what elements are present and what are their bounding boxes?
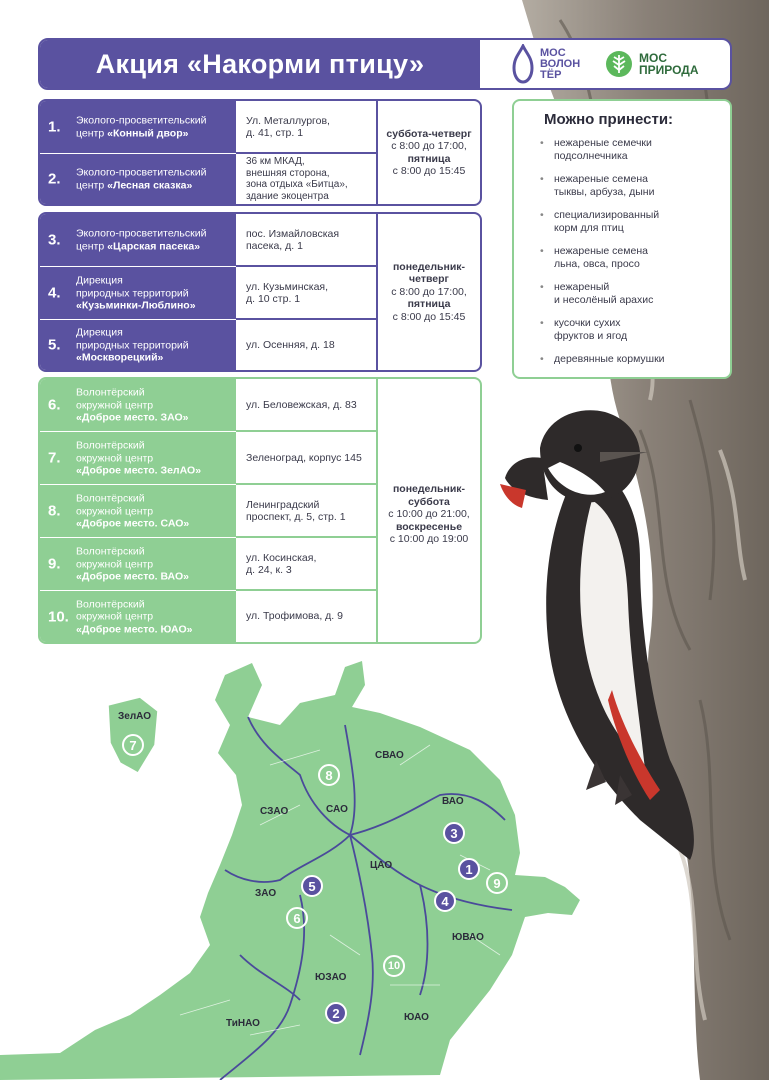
address-line: здание экоцентра bbox=[246, 190, 329, 202]
logo2-line-1: МОС bbox=[639, 51, 667, 65]
organization bbox=[76, 326, 234, 364]
org-line: Волонтёрский bbox=[76, 597, 145, 610]
address bbox=[236, 320, 376, 370]
row-number: 10. bbox=[48, 608, 69, 625]
list-item: • специализированный корм для птиц bbox=[532, 209, 722, 234]
address bbox=[236, 267, 376, 319]
address bbox=[236, 485, 376, 537]
schedule-hours: с 8:00 до 17:00, bbox=[391, 285, 467, 298]
leaf-icon bbox=[605, 50, 633, 78]
schedule-days: суббота-четверг bbox=[386, 127, 472, 140]
org-line: центр bbox=[76, 240, 105, 252]
list-item: • нежареные семечки подсолнечника bbox=[532, 137, 722, 162]
address bbox=[236, 214, 376, 266]
address-line: пос. Измайловская bbox=[246, 227, 340, 240]
row-number: 6. bbox=[48, 396, 61, 414]
address-line: ул. Кузьминская, bbox=[246, 280, 329, 293]
schedule-days: пятница bbox=[407, 152, 451, 165]
logo1-line-1: МОС bbox=[540, 46, 566, 59]
address-line: д. 24, к. 3 bbox=[246, 564, 292, 576]
address-line: д. 41, стр. 1 bbox=[246, 127, 304, 139]
district-label: ЗАО bbox=[255, 888, 277, 899]
address-line: пасека, д. 1 bbox=[246, 240, 303, 252]
table-row bbox=[40, 101, 376, 153]
map-marker: 7 bbox=[122, 734, 144, 756]
schedule-hours: с 10:00 до 21:00, bbox=[388, 508, 470, 520]
address-line: Ленинградский bbox=[246, 498, 320, 511]
list-item: • нежареные семена льна, овса, просо bbox=[532, 245, 722, 270]
list-item: • нежареные семена тыквы, арбуза, дыни bbox=[532, 173, 722, 198]
org-line: окружной центр bbox=[76, 398, 154, 411]
org-name: «Доброе место. САО» bbox=[76, 517, 190, 530]
logo1-line-3: ТЁР bbox=[540, 68, 562, 81]
org-line: Волонтёрский bbox=[76, 545, 145, 558]
map-marker: 10 bbox=[383, 955, 405, 977]
organization bbox=[76, 115, 234, 140]
address bbox=[236, 432, 376, 484]
row-number: 2. bbox=[48, 170, 61, 188]
district-label: САО bbox=[326, 804, 348, 815]
header-banner bbox=[38, 38, 732, 90]
mospriroda-logo bbox=[605, 42, 699, 86]
org-name: «Доброе место. ЗАО» bbox=[76, 411, 189, 424]
org-line: окружной центр bbox=[76, 451, 154, 464]
schedule bbox=[376, 379, 480, 642]
organization bbox=[76, 492, 234, 530]
org-line: Эколого-просветительский bbox=[76, 166, 207, 179]
org-line: центр bbox=[76, 127, 105, 139]
org-name: «Царская пасека» bbox=[107, 240, 201, 252]
address bbox=[236, 538, 376, 590]
org-line: Дирекция bbox=[76, 274, 123, 287]
org-line: природных территорий bbox=[76, 338, 189, 351]
schedule-days: пятница bbox=[407, 298, 451, 311]
row-number: 7. bbox=[48, 449, 61, 467]
address bbox=[236, 101, 376, 153]
locations-group-2 bbox=[38, 212, 482, 372]
schedule bbox=[376, 101, 480, 204]
map-marker: 5 bbox=[301, 875, 323, 897]
locations-group-3 bbox=[38, 377, 482, 644]
row-number: 9. bbox=[48, 555, 61, 573]
org-line: природных территорий bbox=[76, 286, 189, 299]
organization bbox=[76, 598, 234, 636]
map-marker: 3 bbox=[443, 822, 465, 844]
schedule-days: воскресенье bbox=[395, 520, 463, 533]
list-item: • нежареный и несолёный арахис bbox=[532, 281, 722, 306]
org-line: окружной центр bbox=[76, 504, 154, 517]
list-item: • деревянные кормушки bbox=[532, 353, 722, 366]
schedule-days: суббота bbox=[408, 495, 450, 508]
organization bbox=[76, 545, 234, 583]
map-marker: 8 bbox=[318, 764, 340, 786]
address-line: проспект, д. 5, стр. 1 bbox=[246, 511, 346, 523]
org-name: «Кузьминки-Люблино» bbox=[76, 299, 196, 312]
schedule-days: понедельник- bbox=[392, 260, 466, 273]
table-row bbox=[40, 538, 376, 590]
address bbox=[236, 379, 376, 431]
org-name: «Лесная сказка» bbox=[107, 179, 193, 191]
locations-group-1 bbox=[38, 99, 482, 206]
schedule-days: четверг bbox=[409, 273, 449, 286]
org-name: «Доброе место. ЮАО» bbox=[76, 622, 193, 635]
org-line: Эколого-просветительский bbox=[76, 227, 207, 240]
map-marker: 1 bbox=[458, 858, 480, 880]
org-name: «Конный двор» bbox=[107, 127, 189, 139]
address-line: Зеленоград, корпус 145 bbox=[246, 451, 362, 464]
org-line: окружной центр bbox=[76, 557, 154, 570]
district-label: СВАО bbox=[375, 750, 404, 761]
organization bbox=[76, 167, 234, 192]
district-label: ТиНАО bbox=[226, 1018, 260, 1029]
logo1-line-2: ВОЛОН bbox=[540, 57, 581, 70]
org-name: «Доброе место. ВАО» bbox=[76, 570, 190, 583]
district-label: ЗелАО bbox=[118, 711, 152, 722]
schedule-hours: с 8:00 до 15:45 bbox=[392, 310, 466, 323]
org-line: Волонтёрский bbox=[76, 386, 145, 399]
table-row bbox=[40, 320, 376, 370]
district-label: ЮАО bbox=[404, 1012, 429, 1023]
address-line: Ул. Металлургов, bbox=[246, 114, 330, 127]
schedule-hours: с 8:00 до 15:45 bbox=[392, 165, 466, 177]
table-row bbox=[40, 214, 376, 266]
logo2-line-2: ПРИРОДА bbox=[639, 63, 699, 77]
row-number: 5. bbox=[48, 336, 61, 354]
table-row bbox=[40, 379, 376, 431]
mosvolonter-logo bbox=[510, 42, 580, 86]
table-row bbox=[40, 267, 376, 319]
org-name: «Доброе место. ЗелАО» bbox=[76, 464, 202, 477]
address-line: ул. Трофимова, д. 9 bbox=[246, 610, 343, 623]
address bbox=[236, 154, 376, 204]
bring-title: Можно принести: bbox=[544, 111, 674, 128]
org-name: «Москворецкий» bbox=[76, 351, 164, 364]
row-number: 1. bbox=[48, 118, 61, 136]
address-line: ул. Осенняя, д. 18 bbox=[246, 338, 335, 351]
org-line: Дирекция bbox=[76, 326, 123, 339]
items-to-bring-panel bbox=[512, 99, 732, 379]
map-marker: 4 bbox=[434, 890, 456, 912]
organization bbox=[76, 439, 234, 477]
org-line: окружной центр bbox=[76, 610, 154, 623]
moscow-districts-map bbox=[0, 655, 600, 1080]
table-row bbox=[40, 154, 376, 204]
row-number: 4. bbox=[48, 284, 61, 302]
page-title: Акция «Накорми птицу» bbox=[40, 40, 480, 88]
address-line: ул. Косинская, bbox=[246, 551, 317, 564]
schedule-hours: с 8:00 до 17:00, bbox=[391, 140, 467, 152]
district-label: СЗАО bbox=[260, 806, 289, 817]
address-line: 36 км МКАД, bbox=[246, 156, 305, 167]
organization bbox=[76, 228, 234, 253]
organization bbox=[76, 274, 234, 312]
org-line: центр bbox=[76, 179, 105, 191]
organization bbox=[76, 386, 234, 424]
map-marker: 6 bbox=[286, 907, 308, 929]
district-label: ВАО bbox=[442, 796, 464, 807]
row-number: 3. bbox=[48, 231, 61, 249]
district-label: ЦАО bbox=[370, 860, 393, 871]
table-row bbox=[40, 591, 376, 642]
org-line: Волонтёрский bbox=[76, 439, 145, 452]
org-line: Эколого-просветительский bbox=[76, 114, 207, 127]
table-row bbox=[40, 432, 376, 484]
district-label: ЮВАО bbox=[452, 932, 484, 943]
district-label: ЮЗАО bbox=[315, 972, 347, 983]
bring-list bbox=[532, 137, 722, 377]
schedule-hours: с 10:00 до 19:00 bbox=[389, 533, 469, 545]
address-line: зона отдыха «Битца», bbox=[246, 179, 348, 190]
org-line: Волонтёрский bbox=[76, 492, 145, 505]
row-number: 8. bbox=[48, 502, 61, 520]
list-item: • кусочки сухих фруктов и ягод bbox=[532, 317, 722, 342]
schedule bbox=[376, 214, 480, 370]
table-row bbox=[40, 485, 376, 537]
address bbox=[236, 591, 376, 642]
map-marker: 9 bbox=[486, 872, 508, 894]
address-line: внешняя сторона, bbox=[246, 167, 330, 179]
address-line: ул. Беловежская, д. 83 bbox=[246, 398, 357, 411]
map-marker: 2 bbox=[325, 1002, 347, 1024]
address-line: д. 10 стр. 1 bbox=[246, 293, 301, 305]
schedule-days: понедельник- bbox=[392, 483, 466, 495]
drop-icon bbox=[510, 44, 536, 84]
